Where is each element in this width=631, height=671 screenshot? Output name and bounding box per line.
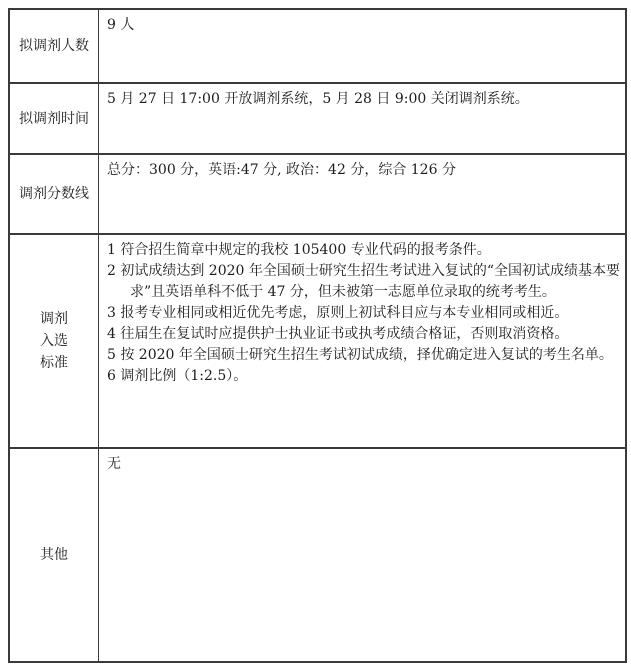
row-value-other-cell <box>99 449 625 661</box>
selection-criteria-list <box>99 235 625 447</box>
label-line-1: 调剂 <box>40 311 68 327</box>
row-label-score-line: 调剂分数线 <box>10 155 99 233</box>
criteria-item-1: 1 符合招生简章中规定的我校 105400 专业代码的报考条件。 <box>107 242 491 258</box>
planned-time-value: 5 月 27 日 17:00 开放调剂系统，5 月 28 日 9:00 关闭调剂系统。 <box>107 91 529 107</box>
criteria-item-2: 2 初试成绩达到 2020 年全国硕士研究生招生考试进入复试的“全国初试成绩基本要求”且英语单科不低于 47 分，但未被第一志愿单位录取的统考考生。 <box>107 263 621 300</box>
criteria-item-5: 5 按 2020 年全国硕士研究生招生考试初试成绩，择优确定进入复试的考生名单。 <box>107 347 613 363</box>
label-line-3: 标准 <box>40 355 68 371</box>
row-label-planned-time: 拟调剂时间 <box>10 84 99 153</box>
row-value-planned-time-cell <box>99 84 625 153</box>
row-value-score-line-cell <box>99 155 625 233</box>
table-row-planned-time <box>10 84 625 155</box>
row-label-selection-criteria <box>10 235 99 447</box>
criteria-item-3: 3 报考专业相同或相近优先考虑，原则上初试科目应与本专业相同或相近。 <box>107 305 569 321</box>
label-line-2: 入选 <box>40 333 68 349</box>
row-label-other: 其他 <box>10 449 99 661</box>
score-line-value: 总分：300 分，英语:47 分, 政治：42 分，综合 126 分 <box>107 162 456 178</box>
table-row-selection-criteria <box>10 235 625 449</box>
adjustment-info-table <box>8 8 627 663</box>
criteria-item-4: 4 往届生在复试时应提供护士执业证书或执考成绩合格证，否则取消资格。 <box>107 326 569 342</box>
row-value-planned-headcount-cell <box>99 10 625 82</box>
other-value: 无 <box>107 456 121 472</box>
table-row-other <box>10 449 625 661</box>
planned-headcount-value: 9 人 <box>107 17 135 33</box>
row-label-planned-headcount: 拟调剂人数 <box>10 10 99 82</box>
criteria-item-6: 6 调剂比例（1:2.5）。 <box>107 368 248 384</box>
table-row-score-line <box>10 155 625 235</box>
table-row-planned-headcount <box>10 10 625 84</box>
